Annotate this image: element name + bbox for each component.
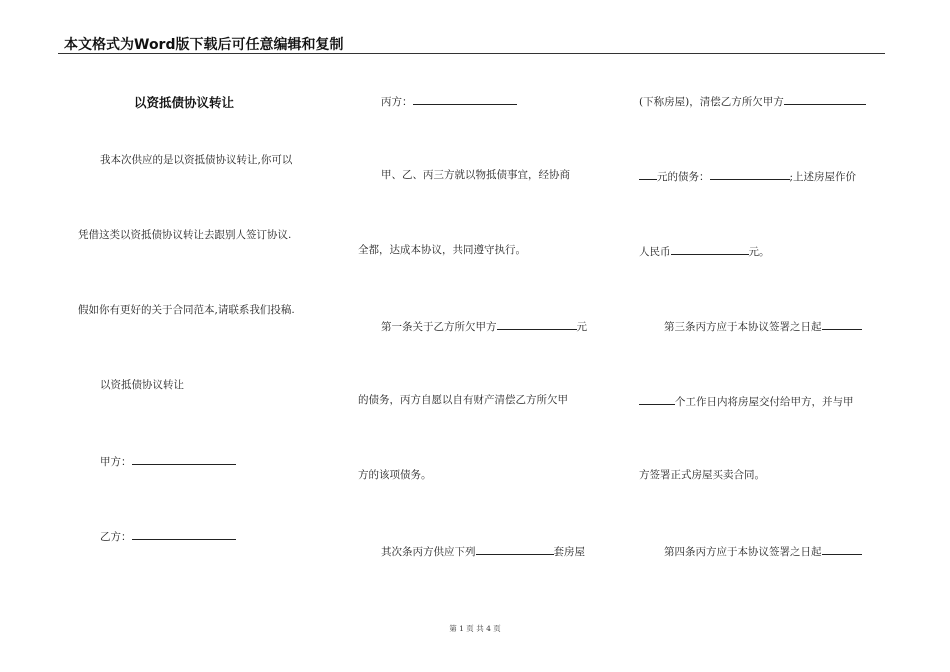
article-4-pre: 第四条丙方应于本协议签署之日起	[664, 546, 822, 558]
col3-line-2-blank-b	[710, 168, 790, 180]
page-footer: 第 1 页 共 4 页	[449, 624, 501, 633]
article-1-post: 元	[576, 321, 587, 333]
article-1-blank	[497, 318, 577, 330]
header-title: 本文格式为Word版下载后可任意编辑和复制	[64, 37, 344, 53]
article-3-cont-line	[639, 393, 854, 409]
header-rule	[58, 53, 885, 54]
col3-line-2-blank-a	[639, 168, 657, 180]
col2-line-4: 的债务，丙方自愿以自有财产清偿乙方所欠甲	[358, 394, 568, 406]
col3-line-3-post: 元。	[748, 246, 770, 258]
party-a-line	[100, 453, 236, 469]
article-3-pre: 第三条丙方应于本协议签署之日起	[664, 321, 822, 333]
article-3-cont-blank	[639, 393, 675, 405]
article-2-blank	[476, 543, 554, 555]
party-c-line	[381, 93, 517, 109]
article-3-line	[664, 318, 862, 334]
party-c-label: 丙方：	[381, 96, 413, 108]
intro-line-2: 凭借这类以资抵债协议转让去跟别人签订协议.	[78, 229, 292, 241]
party-a-label: 甲方：	[100, 456, 132, 468]
article-2-line	[381, 543, 585, 559]
col2-line-5: 方的该项债务。	[358, 469, 432, 481]
party-b-line	[100, 528, 236, 544]
article-3-cont: 个工作日内将房屋交付给甲方，并与甲	[675, 396, 854, 408]
col3-line-1-text: (下称房屋)，清偿乙方所欠甲方	[639, 96, 784, 108]
col2-line-1: 甲、乙、丙三方就以物抵债事宜，经协商	[381, 169, 570, 181]
col3-line-2-tail: ;上述房屋作价	[789, 171, 857, 183]
party-c-blank	[413, 93, 517, 105]
col3-line-1	[639, 93, 866, 109]
party-b-label: 乙方：	[100, 531, 132, 543]
col3-line-3-blank	[671, 243, 749, 255]
article-4-line	[664, 543, 862, 559]
article-2-post: 套房屋	[553, 546, 585, 558]
col3-line-2-text: 元的债务：	[657, 171, 710, 183]
col3-line-6: 方签署正式房屋买卖合同。	[639, 469, 765, 481]
col3-line-3-pre: 人民币	[639, 246, 671, 258]
party-a-blank	[132, 453, 236, 465]
col2-line-2: 全都，达成本协议，共同遵守执行。	[358, 244, 526, 256]
article-1-line	[381, 318, 587, 334]
col3-line-1-blank	[784, 93, 866, 105]
col3-line-3	[639, 243, 770, 259]
article-4-blank	[822, 543, 862, 555]
article-3-blank	[822, 318, 862, 330]
article-2-pre: 其次条丙方供应下列	[381, 546, 476, 558]
party-b-blank	[132, 528, 236, 540]
col3-line-2	[639, 168, 856, 184]
subtitle: 以资抵债协议转让	[100, 379, 184, 391]
intro-line-3: 假如你有更好的关于合同范本,请联系我们投稿.	[78, 304, 295, 316]
document-title: 以资抵债协议转让	[134, 95, 235, 110]
intro-line-1: 我本次供应的是以资抵债协议转让,你可以	[100, 154, 293, 166]
article-1-pre: 第一条关于乙方所欠甲方	[381, 321, 497, 333]
